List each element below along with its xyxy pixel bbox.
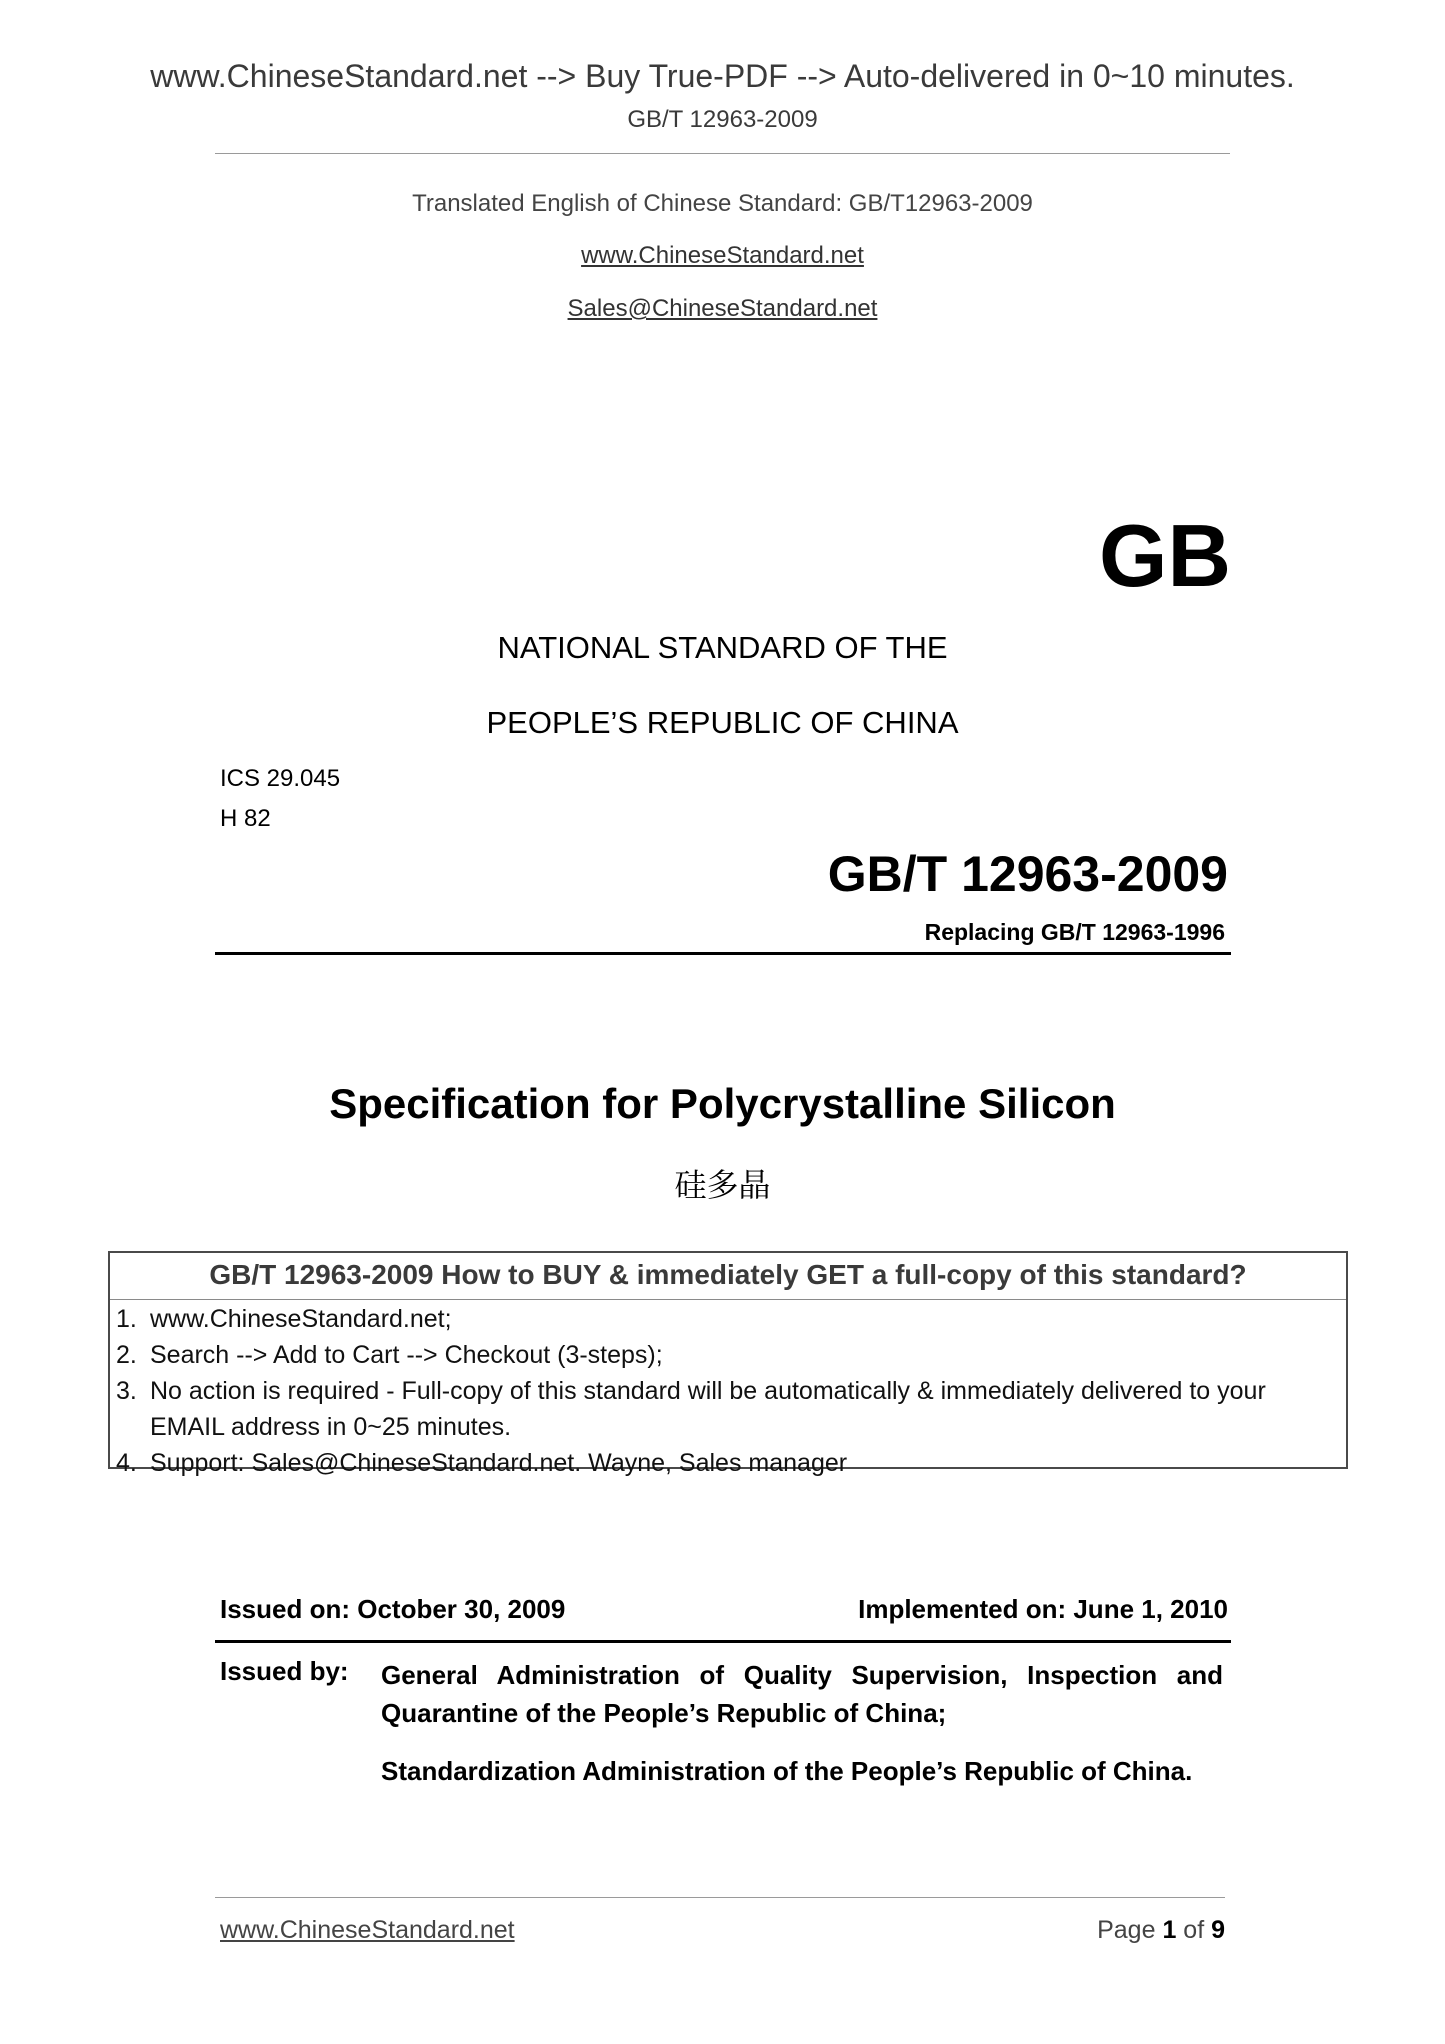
page-indicator: Page 1 of 9 [1097, 1916, 1225, 1944]
total-pages: 9 [1211, 1916, 1225, 1944]
header-banner: www.ChineseStandard.net --> Buy True-PDF --> Auto-delivered in 0~10 minutes. [150, 58, 1295, 94]
buy-step-text: No action is required - Full-copy of this standard will be automatically & immediately delivered to your EMAIL address in 0~25 minutes. [150, 1377, 1266, 1441]
classification-code: H 82 [220, 805, 271, 832]
issue-divider [215, 1640, 1231, 1643]
issued-by-label: Issued by: [220, 1656, 349, 1686]
translation-email-row [0, 295, 1445, 323]
issuing-authority-2: Standardization Administration of the People’s Republic of China. [381, 1756, 1193, 1786]
current-page: 1 [1162, 1916, 1177, 1944]
translation-website-link[interactable]: www.ChineseStandard.net [581, 242, 864, 269]
buy-step-text[interactable]: www.ChineseStandard.net; [150, 1305, 452, 1333]
national-standard-line1: NATIONAL STANDARD OF THE [497, 630, 948, 665]
list-item: 1. www.ChineseStandard.net; [116, 1305, 452, 1333]
ics-code: ICS 29.045 [220, 765, 341, 792]
translation-email-link[interactable]: Sales@ChineseStandard.net [567, 295, 878, 322]
replacing-note: Replacing GB/T 12963-1996 [924, 919, 1225, 945]
implemented-on-date: Implemented on: June 1, 2010 [858, 1594, 1228, 1624]
footer-website-link[interactable]: www.ChineseStandard.net [220, 1916, 515, 1944]
translation-title: Translated English of Chinese Standard: GB/T12963-2009 [412, 190, 1033, 217]
cover-divider [215, 952, 1231, 955]
standard-number: GB/T 12963-2009 [827, 846, 1228, 902]
buy-box-divider [110, 1299, 1346, 1300]
translation-website-row [0, 242, 1445, 270]
document-title-chinese: 硅多晶 [674, 1166, 771, 1204]
list-item: 3. No action is required - Full-copy of this standard will be automatically & immediately delivered to your EMAIL address in 0~25 minutes. [116, 1377, 1266, 1441]
header-divider [215, 153, 1230, 154]
buy-step-text: Support: Sales@ChineseStandard.net. Wayne, Sales manager [150, 1449, 848, 1477]
gb-mark: GB [1099, 506, 1231, 605]
footer-divider [215, 1897, 1225, 1898]
buy-steps-list [116, 1301, 1336, 1481]
issuing-authority-1: General Administration of Quality Supervision, Inspection and Quarantine of the People’s Republic of China; [381, 1660, 1223, 1728]
buy-instructions-box [108, 1251, 1348, 1477]
buy-step-text: Search --> Add to Cart --> Checkout (3-steps); [150, 1341, 663, 1369]
national-standard-line2: PEOPLE’S REPUBLIC OF CHINA [486, 705, 959, 740]
header-standard-number: GB/T 12963-2009 [627, 106, 818, 133]
list-item: 2. Search --> Add to Cart --> Checkout (3-steps); [116, 1341, 663, 1369]
buy-box-title: GB/T 12963-2009 How to BUY & immediately GET a full-copy of this standard? [209, 1259, 1247, 1290]
list-item: 4. Support: Sales@ChineseStandard.net. Wayne, Sales manager [116, 1449, 848, 1477]
issued-on-date: Issued on: October 30, 2009 [220, 1594, 566, 1624]
document-title: Specification for Polycrystalline Silicon [329, 1080, 1116, 1127]
